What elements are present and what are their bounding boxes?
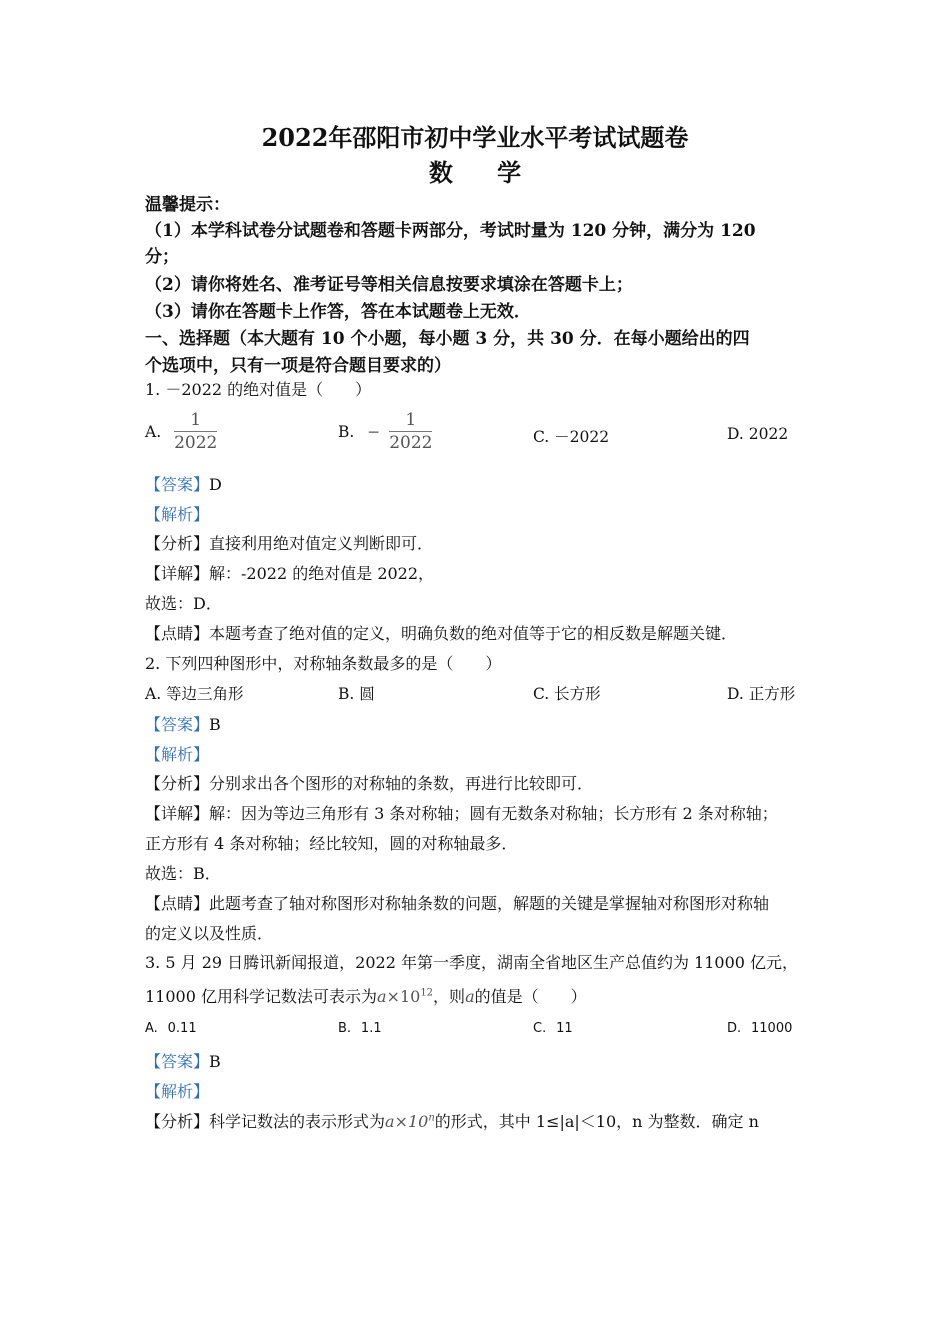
option-label: B. xyxy=(338,1021,352,1036)
option-label: B. xyxy=(338,422,355,441)
answer-tag: 【答案】 xyxy=(145,475,210,494)
fenxi-tag: 【分析】 xyxy=(145,1112,210,1131)
option-value: 11000 xyxy=(751,1021,793,1036)
denominator: 2022 xyxy=(389,433,433,453)
option-label: D. xyxy=(727,1021,742,1036)
q1-option-d: D. 2022 xyxy=(727,425,789,443)
page-title: 2022年邵阳市初中学业水平考试试题卷 xyxy=(261,123,689,152)
q1-stem: 1. －2022 的绝对值是（ ） xyxy=(145,380,372,399)
q1-fenxi xyxy=(145,531,433,554)
stem-text: 11000 亿用科学记数法可表示为 xyxy=(145,987,377,1006)
option-label: C. xyxy=(533,1021,547,1036)
xiangjie-tag: 【详解】 xyxy=(145,804,210,823)
tip-1a: （1）本学科试卷分试题卷和答题卡两部分，考试时量为 120 分钟，满分为 120 xyxy=(145,221,756,241)
math-a: a xyxy=(465,987,475,1006)
q1-answer xyxy=(145,472,222,495)
q2-option-b: B. 圆 xyxy=(338,685,375,703)
option-value: 0.11 xyxy=(167,1021,197,1036)
q1-analysis-tag: 【解析】 xyxy=(145,505,210,524)
tip-1b: 分； xyxy=(145,247,179,267)
option-value: 1.1 xyxy=(360,1021,382,1036)
stem-text: 的值是（ ） xyxy=(474,987,587,1006)
page-subtitle: 数 学 xyxy=(428,158,540,187)
q3-analysis-tag: 【解析】 xyxy=(145,1082,210,1101)
q3-stem-2 xyxy=(145,984,587,1007)
q2-option-c: C. 长方形 xyxy=(533,685,601,703)
fenxi-text: 直接利用绝对值定义判断即可． xyxy=(209,534,434,553)
answer-tag: 【答案】 xyxy=(145,1052,210,1071)
q2-guxuan: 故选：B． xyxy=(145,864,221,883)
math-exponent: 12 xyxy=(420,987,434,999)
fenxi-tag: 【分析】 xyxy=(145,774,210,793)
q2-analysis-tag: 【解析】 xyxy=(145,745,210,764)
tips-heading: 温馨提示： xyxy=(145,195,230,215)
math-a: a xyxy=(377,987,387,1006)
stem-text: ，则 xyxy=(433,987,466,1006)
dianjing-text: 本题考查了绝对值的定义，明确负数的绝对值等于它的相反数是解题关键． xyxy=(209,624,738,643)
q1-guxuan: 故选：D． xyxy=(145,594,222,613)
numerator: 1 xyxy=(405,410,417,430)
q2-option-a: A. 等边三角形 xyxy=(145,685,244,703)
q2-fenxi xyxy=(145,771,593,794)
fenxi-text: 的形式，其中 1≤|a|＜10，n 为整数．确定 n xyxy=(434,1112,759,1131)
tip-2: （2）请你将姓名、准考证号等相关信息按要求填涂在答题卡上； xyxy=(145,275,633,295)
q3-option-d xyxy=(727,1018,792,1036)
fenxi-tag: 【分析】 xyxy=(145,534,210,553)
q1-option-b xyxy=(338,410,432,453)
dianjing-tag: 【点睛】 xyxy=(145,894,210,913)
q1-option-c: C. －2022 xyxy=(533,428,610,446)
q2-xiangjie-1 xyxy=(145,801,778,824)
denominator: 2022 xyxy=(174,433,218,453)
answer-tag: 【答案】 xyxy=(145,715,210,734)
q2-stem: 2. 下列四种图形中，对称轴条数最多的是（ ） xyxy=(145,654,502,673)
xiangjie-text: 解：-2022 的绝对值是 2022， xyxy=(209,564,435,583)
q3-option-b xyxy=(338,1018,382,1036)
dianjing-text: 此题考查了轴对称图形对称轴条数的问题，解题的关键是掌握轴对称图形对称轴 xyxy=(209,894,770,913)
q2-dianjing-1 xyxy=(145,891,769,914)
section-heading-a: 一、选择题（本大题有 10 个小题，每小题 3 分，共 30 分．在每小题给出的四 xyxy=(145,329,750,349)
q1-option-a xyxy=(145,410,217,453)
q1-dianjing xyxy=(145,621,737,644)
q3-option-c xyxy=(533,1018,573,1036)
q2-dianjing-2: 的定义以及性质． xyxy=(145,924,274,943)
option-value: 11 xyxy=(556,1021,573,1036)
q3-fenxi xyxy=(145,1109,759,1132)
minus-sign: − xyxy=(367,422,381,441)
math-expression: a×10 xyxy=(385,1112,429,1131)
math-exponent: n xyxy=(428,1112,435,1124)
fenxi-text: 科学记数法的表示形式为 xyxy=(209,1112,386,1131)
xiangjie-text: 解：因为等边三角形有 3 条对称轴；圆有无数条对称轴；长方形有 2 条对称轴； xyxy=(209,804,778,823)
option-label: A. xyxy=(145,422,162,441)
answer-value: D xyxy=(209,475,222,494)
q2-xiangjie-2: 正方形有 4 条对称轴；经比较知，圆的对称轴最多． xyxy=(145,834,518,853)
tip-3: （3）请你在答题卡上作答，答在本试题卷上无效． xyxy=(145,302,531,322)
answer-value: B xyxy=(209,715,221,734)
option-label: A. xyxy=(145,1021,158,1036)
q3-option-a xyxy=(145,1018,197,1036)
q1-xiangjie xyxy=(145,561,434,584)
q3-stem-1: 3. 5 月 29 日腾讯新闻报道，2022 年第一季度，湖南全省地区生产总值约为 11000 亿元， xyxy=(145,953,799,972)
fraction xyxy=(389,410,432,453)
q2-answer xyxy=(145,712,221,735)
fenxi-text: 分别求出各个图形的对称轴的条数，再进行比较即可． xyxy=(209,774,594,793)
q3-answer xyxy=(145,1049,221,1072)
dianjing-tag: 【点睛】 xyxy=(145,624,210,643)
fraction xyxy=(174,410,217,453)
math-times-ten: ×10 xyxy=(386,987,421,1006)
section-heading-b: 个选项中，只有一项是符合题目要求的） xyxy=(145,356,451,376)
numerator: 1 xyxy=(190,410,202,430)
xiangjie-tag: 【详解】 xyxy=(145,564,210,583)
q2-option-d: D. 正方形 xyxy=(727,685,796,703)
answer-value: B xyxy=(209,1052,221,1071)
